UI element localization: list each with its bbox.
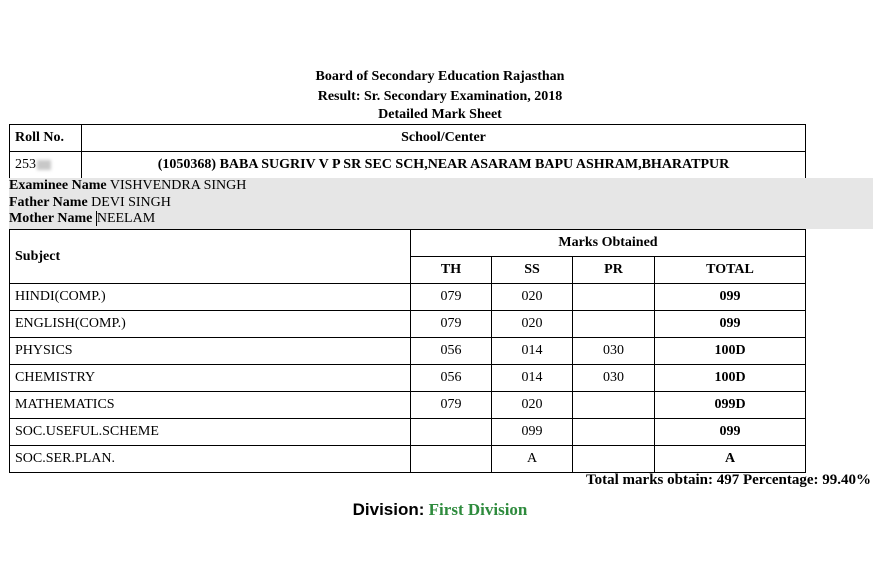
total-marks: Total marks obtain: 497 Percentage: 99.40% [586, 472, 871, 488]
exam-title: Result: Sr. Secondary Examination, 2018 [317, 89, 563, 104]
pr-cell: 030 [573, 365, 655, 392]
division-line [0, 500, 875, 520]
pr-cell: 030 [573, 338, 655, 365]
pr-cell [573, 284, 655, 311]
table-row [10, 284, 806, 311]
marks-body [10, 284, 806, 473]
subject-cell: SOC.SER.PLAN. [10, 446, 411, 473]
pr-cell [573, 419, 655, 446]
roll-school-table [9, 124, 806, 179]
ss-cell: 099 [492, 419, 573, 446]
marks-obtained-header: Marks Obtained [411, 230, 806, 257]
total-cell: 099 [655, 419, 806, 446]
total-cell: 100D [655, 338, 806, 365]
total-cell: 099D [655, 392, 806, 419]
mother-name-row [9, 211, 873, 228]
mother-name: NEELAM [96, 211, 156, 226]
ss-cell: 014 [492, 365, 573, 392]
table-row [10, 311, 806, 338]
roll-value: 253 [15, 157, 36, 172]
ss-cell: 014 [492, 338, 573, 365]
father-name: DEVI SINGH [91, 194, 171, 210]
division-value: First Division [428, 500, 528, 519]
th-cell: 056 [411, 365, 492, 392]
subject-cell: CHEMISTRY [10, 365, 411, 392]
column-header: SS [492, 257, 573, 284]
father-name-label: Father Name [9, 194, 88, 210]
pr-cell [573, 392, 655, 419]
examinee-name-row [9, 178, 873, 195]
subject-cell: ENGLISH(COMP.) [10, 311, 411, 338]
ss-cell: 020 [492, 284, 573, 311]
examinee-details [9, 178, 873, 229]
subject-cell: SOC.USEFUL.SCHEME [10, 419, 411, 446]
column-header: TOTAL [655, 257, 806, 284]
table-row [10, 365, 806, 392]
board-title: Board of Secondary Education Rajasthan [315, 69, 565, 84]
ss-cell: 020 [492, 311, 573, 338]
total-cell: 099 [655, 284, 806, 311]
subject-cell: PHYSICS [10, 338, 411, 365]
table-row [10, 338, 806, 365]
father-name-row [9, 195, 873, 212]
ss-cell: 020 [492, 392, 573, 419]
redacted-digits [37, 160, 51, 170]
table-row [10, 446, 806, 473]
th-cell: 079 [411, 284, 492, 311]
examinee-name: VISHVENDRA SINGH [109, 178, 247, 193]
subject-header: Subject [10, 230, 411, 284]
table-row [10, 419, 806, 446]
column-header: TH [411, 257, 492, 284]
pr-cell [573, 446, 655, 473]
school-value: (1050368) BABA SUGRIV V P SR SEC SCH,NEAR ASARAM BAPU ASHRAM,BHARATPUR [82, 152, 806, 179]
th-cell [411, 446, 492, 473]
pr-cell [573, 311, 655, 338]
th-cell: 056 [411, 338, 492, 365]
th-cell [411, 419, 492, 446]
subject-cell: MATHEMATICS [10, 392, 411, 419]
subject-cell: HINDI(COMP.) [10, 284, 411, 311]
column-header: PR [573, 257, 655, 284]
marks-table [9, 229, 806, 473]
division-label: Division: [352, 500, 425, 519]
examinee-name-label: Examinee Name [9, 178, 107, 193]
roll-value-cell [10, 152, 82, 179]
table-row [10, 392, 806, 419]
mother-name-label: Mother Name [9, 211, 93, 226]
marksheet-title: Detailed Mark Sheet [378, 107, 502, 122]
roll-label: Roll No. [10, 125, 82, 152]
school-label: School/Center [82, 125, 806, 152]
th-cell: 079 [411, 311, 492, 338]
total-cell: 099 [655, 311, 806, 338]
total-cell: A [655, 446, 806, 473]
th-cell: 079 [411, 392, 492, 419]
total-cell: 100D [655, 365, 806, 392]
ss-cell: A [492, 446, 573, 473]
